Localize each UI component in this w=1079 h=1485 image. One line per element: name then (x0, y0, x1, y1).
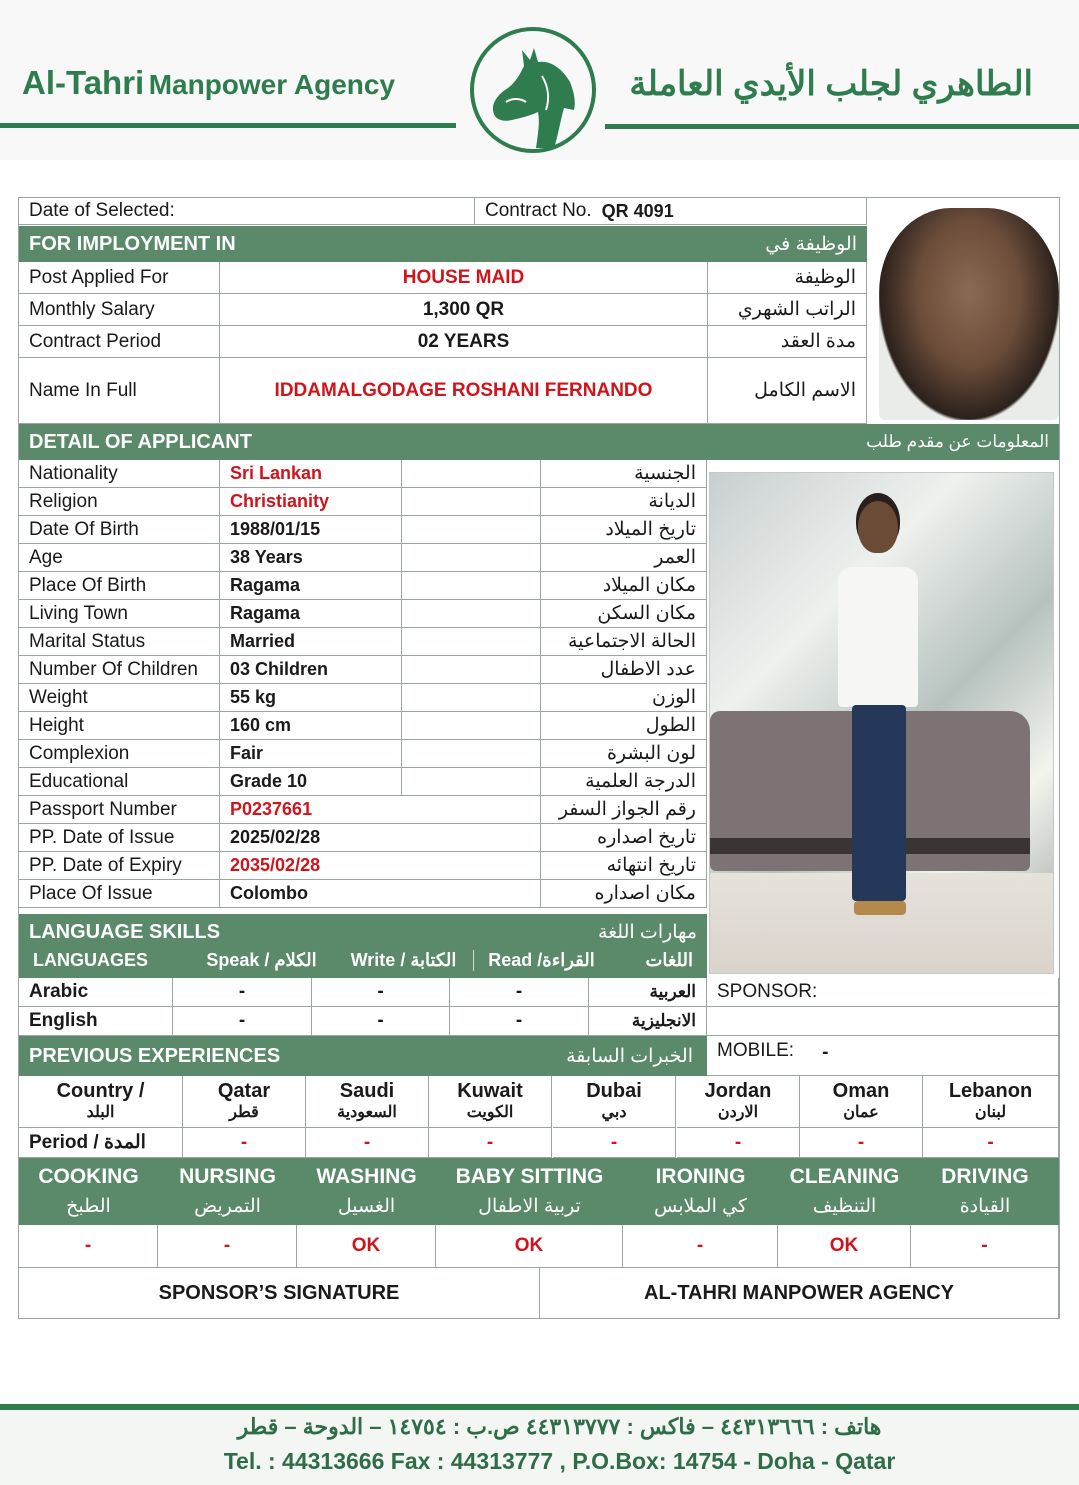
applicant-label: Complexion (19, 740, 220, 768)
applicant-value: 55 kg (220, 684, 402, 712)
applicant-blank (402, 544, 541, 572)
date-selected-label: Date of Selected: (29, 200, 175, 221)
language-read: - (450, 1007, 589, 1036)
applicant-label-ar: الجنسية (541, 460, 707, 488)
skill-header (158, 1158, 297, 1225)
country-header (429, 1076, 552, 1128)
language-col-read: Read /القراءة (488, 949, 595, 970)
country-name-ar: دبي (601, 1103, 627, 1121)
country-period: - (183, 1128, 306, 1158)
employment-label: Post Applied For (19, 262, 220, 294)
applicant-label: Date Of Birth (19, 516, 220, 544)
applicant-label: Place Of Birth (19, 572, 220, 600)
employment-label-ar: الراتب الشهري (708, 294, 867, 326)
employment-title-en: FOR IMPLOYMENT IN (29, 232, 236, 255)
mobile-label: MOBILE: (717, 1040, 795, 1061)
sponsor-label: SPONSOR: (717, 981, 818, 1002)
period-label-cell (19, 1128, 183, 1158)
applicant-label-ar: تاريخ انتهائه (541, 852, 707, 880)
applicant-label-ar: الطول (541, 712, 707, 740)
applicant-value: Married (220, 628, 402, 656)
photo-person-head (858, 501, 898, 553)
experience-title-ar: الخبرات السابقة (566, 1045, 693, 1067)
language-title-ar: مهارات اللغة (597, 921, 697, 943)
country-header-cell (19, 1076, 183, 1128)
applicant-label: PP. Date of Issue (19, 824, 220, 852)
country-name-en: Lebanon (948, 1079, 1033, 1102)
applicant-value: P0237661 (220, 796, 541, 824)
applicant-blank (402, 572, 541, 600)
agency-name-secondary: Manpower Agency (148, 69, 396, 100)
applicant-label-ar: الديانة (541, 488, 707, 516)
skill-value: - (911, 1225, 1059, 1268)
skill-value: - (623, 1225, 778, 1268)
agency-name-ar: الطاهري لجلب الأيدي العاملة (629, 65, 1033, 103)
applicant-blank (402, 712, 541, 740)
sponsor-value-field (707, 1007, 1059, 1036)
employment-label: Contract Period (19, 326, 220, 358)
applicant-blank (402, 516, 541, 544)
header-rule-left (0, 123, 456, 128)
language-name: Arabic (19, 978, 173, 1007)
applicant-label-ar: الدرجة العلمية (541, 768, 707, 796)
country-header (677, 1076, 800, 1128)
agency-signature-cell (540, 1268, 1059, 1319)
applicant-label-ar: عدد الاطفال (541, 656, 707, 684)
applicant-value: Ragama (220, 572, 402, 600)
country-name-ar: لبنان (974, 1103, 1007, 1121)
applicant-value: Christianity (220, 488, 402, 516)
employment-label-ar: الوظيفة (708, 262, 867, 294)
horse-head-icon (464, 24, 602, 156)
applicant-label: PP. Date of Expiry (19, 852, 220, 880)
skill-header (911, 1158, 1059, 1225)
application-form (18, 197, 1060, 1319)
country-label-ar: البلد (86, 1103, 115, 1121)
photo-person-jeans (852, 705, 906, 901)
letterhead (0, 0, 1079, 160)
applicant-label-ar: مكان السكن (541, 600, 707, 628)
applicant-blank (402, 740, 541, 768)
country-period: - (553, 1128, 676, 1158)
language-name: English (19, 1007, 173, 1036)
applicant-title-ar: المعلومات عن مقدم طلب (866, 432, 1049, 451)
applicant-label: Height (19, 712, 220, 740)
country-name-en: Dubai (586, 1079, 642, 1102)
language-col-write: Write / الكتابة (334, 950, 474, 971)
skill-value: - (19, 1225, 158, 1268)
employment-label: Name In Full (19, 358, 220, 424)
country-name-ar: الاردن (717, 1103, 759, 1121)
skill-value: OK (297, 1225, 436, 1268)
language-write: - (312, 1007, 450, 1036)
applicant-value: Fair (220, 740, 402, 768)
country-header (306, 1076, 429, 1128)
applicant-label: Weight (19, 684, 220, 712)
applicant-blank (402, 628, 541, 656)
applicant-value: 160 cm (220, 712, 402, 740)
footer-contact-ar: هاتف : ٤٤٣١٣٦٦٦ – فاكس : ٤٤٣١٣٧٧٧ ص.ب : ١٤٧٥٤ – الدوحة – قطر (237, 1414, 882, 1439)
agency-name-en (22, 64, 395, 102)
country-period: - (677, 1128, 800, 1158)
employment-section-header (19, 226, 867, 262)
skill-header (778, 1158, 911, 1225)
date-selected-field (19, 198, 475, 225)
skill-name-en: BABY SITTING (455, 1164, 604, 1188)
language-col-languages: LANGUAGES (33, 949, 149, 970)
country-name-ar: عمان (843, 1103, 879, 1121)
applicant-section-header (19, 424, 1059, 460)
skill-header (19, 1158, 158, 1225)
applicant-blank (402, 768, 541, 796)
language-title-en: LANGUAGE SKILLS (29, 920, 221, 943)
applicant-label: Age (19, 544, 220, 572)
employment-value: HOUSE MAID (220, 262, 708, 294)
language-speak: - (173, 1007, 312, 1036)
applicant-label-ar: لون البشرة (541, 740, 707, 768)
applicant-label: Passport Number (19, 796, 220, 824)
experience-section-header (19, 1036, 707, 1076)
footer-contact-en: Tel. : 44313666 Fax : 44313777 , P.O.Box: 14754 - Doha - Qatar (223, 1448, 896, 1474)
country-name-en: Jordan (704, 1079, 772, 1102)
language-col-speak: Speak / الكلام (206, 949, 317, 970)
agency-signature-label: AL-TAHRI MANPOWER AGENCY (644, 1281, 954, 1304)
applicant-label: Nationality (19, 460, 220, 488)
contract-number-label: Contract No. (485, 200, 592, 221)
applicant-label: Marital Status (19, 628, 220, 656)
applicant-value: Grade 10 (220, 768, 402, 796)
language-section-header (19, 914, 707, 978)
applicant-label: Place Of Issue (19, 880, 220, 908)
applicant-blank (402, 600, 541, 628)
country-name-ar: قطر (229, 1103, 259, 1121)
country-label-en: Country / (56, 1079, 145, 1102)
applicant-value: 03 Children (220, 656, 402, 684)
employment-value: 1,300 QR (220, 294, 708, 326)
applicant-title-en: DETAIL OF APPLICANT (29, 430, 252, 453)
country-name-en: Kuwait (457, 1079, 523, 1102)
skill-value: OK (436, 1225, 623, 1268)
applicant-blank (402, 684, 541, 712)
skill-name-ar: التنظيف (812, 1195, 877, 1217)
country-name-ar: السعودية (337, 1103, 397, 1121)
sponsor-field (707, 978, 1059, 1007)
applicant-label-ar: العمر (541, 544, 707, 572)
applicant-full-length-photo (709, 472, 1054, 974)
country-header (553, 1076, 676, 1128)
applicant-value: 38 Years (220, 544, 402, 572)
skill-name-en: NURSING (179, 1164, 276, 1188)
skill-value: OK (778, 1225, 911, 1268)
country-header (923, 1076, 1059, 1128)
country-period: - (306, 1128, 429, 1158)
applicant-label: Living Town (19, 600, 220, 628)
photo-person-shirt (838, 567, 918, 707)
applicant-label: Educational (19, 768, 220, 796)
skill-name-ar: التمريض (194, 1195, 261, 1217)
employment-value: IDDAMALGODAGE ROSHANI FERNANDO (220, 358, 708, 424)
experience-title-en: PREVIOUS EXPERIENCES (29, 1044, 281, 1067)
applicant-label-ar: مكان الميلاد (541, 572, 707, 600)
country-name-en: Qatar (217, 1079, 271, 1102)
skill-name-ar: القيادة (959, 1195, 1011, 1217)
applicant-portrait-photo (879, 208, 1059, 420)
agency-name-primary: Al-Tahri (22, 64, 145, 101)
applicant-blank (402, 488, 541, 516)
employment-title-ar: الوظيفة في (765, 233, 857, 255)
applicant-value: Ragama (220, 600, 402, 628)
country-period: - (429, 1128, 552, 1158)
language-write: - (312, 978, 450, 1007)
applicant-label-ar: تاريخ اصداره (541, 824, 707, 852)
applicant-value: 2035/02/28 (220, 852, 541, 880)
photo-person-feet (854, 901, 906, 915)
language-col-ar: اللغات (645, 949, 693, 970)
language-name-ar: الانجليزية (589, 1007, 707, 1036)
applicant-label: Number Of Children (19, 656, 220, 684)
sponsor-signature-label: SPONSOR’S SIGNATURE (158, 1281, 400, 1304)
mobile-value: - (822, 1042, 829, 1063)
skill-name-en: DRIVING (941, 1164, 1029, 1188)
header-rule-right (605, 124, 1079, 129)
skill-value: - (158, 1225, 297, 1268)
applicant-label-ar: تاريخ الميلاد (541, 516, 707, 544)
skill-name-ar: كي الملابس (653, 1195, 748, 1217)
employment-label: Monthly Salary (19, 294, 220, 326)
applicant-label-ar: الحالة الاجتماعية (541, 628, 707, 656)
applicant-label: Religion (19, 488, 220, 516)
skill-name-ar: تربية الاطفال (478, 1195, 581, 1217)
mobile-field (707, 1036, 1059, 1076)
skill-name-en: WASHING (316, 1164, 417, 1188)
skill-name-ar: الغسيل (337, 1195, 396, 1217)
applicant-value: 1988/01/15 (220, 516, 402, 544)
language-name-ar: العربية (589, 978, 707, 1007)
country-period: - (923, 1128, 1059, 1158)
employment-value: 02 YEARS (220, 326, 708, 358)
applicant-label-ar: مكان اصداره (541, 880, 707, 908)
skill-name-en: CLEANING (789, 1164, 900, 1188)
skill-header (297, 1158, 436, 1225)
applicant-blank (402, 656, 541, 684)
contract-number-field (475, 198, 867, 225)
skill-name-en: IRONING (655, 1164, 746, 1188)
employment-label-ar: مدة العقد (708, 326, 867, 358)
country-header (800, 1076, 923, 1128)
applicant-label-ar: رقم الجواز السفر (541, 796, 707, 824)
applicant-value: Sri Lankan (220, 460, 402, 488)
period-label: Period / المدة (29, 1132, 146, 1153)
applicant-value: 2025/02/28 (220, 824, 541, 852)
country-name-en: Oman (832, 1079, 890, 1102)
employment-label-ar: الاسم الكامل (708, 358, 867, 424)
country-name-ar: الكويت (466, 1103, 514, 1121)
contract-number-value: QR 4091 (601, 200, 674, 221)
country-period: - (800, 1128, 923, 1158)
applicant-value: Colombo (220, 880, 541, 908)
sponsor-signature-cell (19, 1268, 540, 1319)
applicant-blank (402, 460, 541, 488)
country-header (183, 1076, 306, 1128)
skill-name-ar: الطبخ (66, 1195, 111, 1217)
skill-header (623, 1158, 778, 1225)
skill-name-en: COOKING (38, 1164, 139, 1188)
skill-header (436, 1158, 623, 1225)
country-name-en: Saudi (339, 1079, 395, 1102)
language-read: - (450, 978, 589, 1007)
applicant-label-ar: الوزن (541, 684, 707, 712)
language-speak: - (173, 978, 312, 1007)
